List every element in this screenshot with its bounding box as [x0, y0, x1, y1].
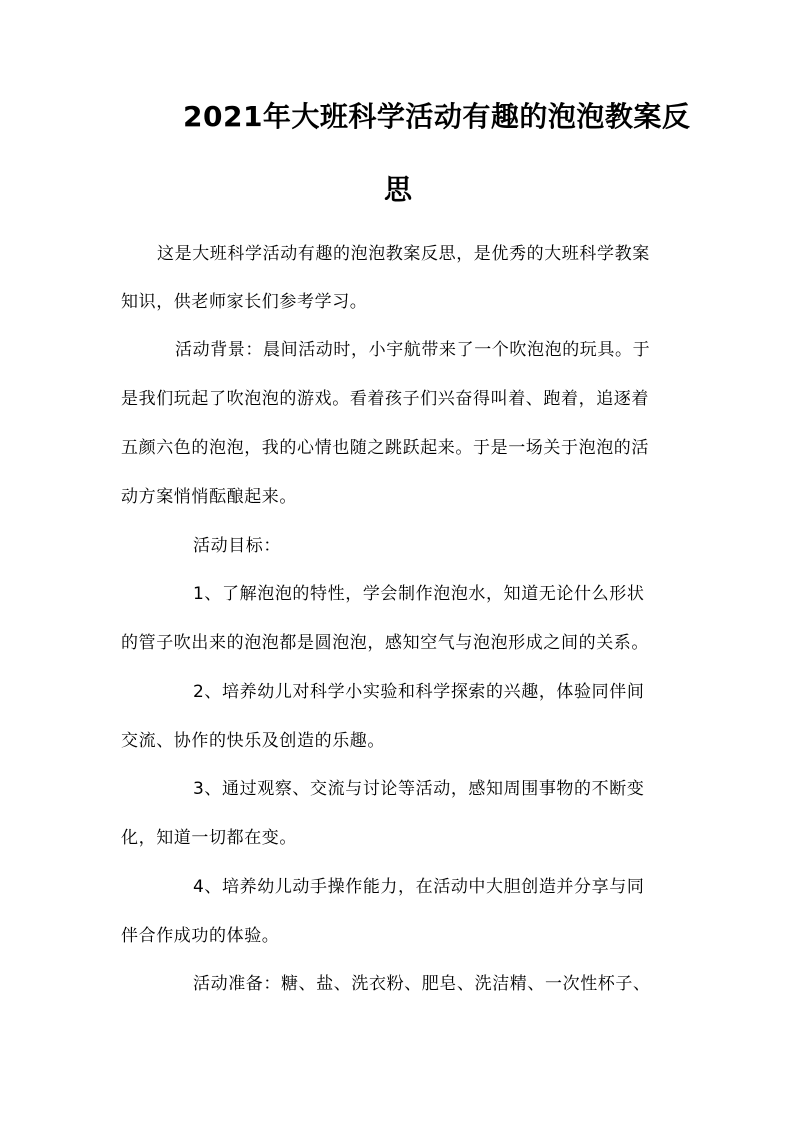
document-title-line-1: 2021年大班科学活动有趣的泡泡教案反 [183, 100, 691, 133]
section-heading-goals: 活动目标： [193, 536, 281, 556]
goal-4-line-1: 4、培养幼儿动手操作能力，在活动中大胆创造并分享与同 [193, 877, 645, 897]
paragraph-intro-line-2: 知识，供老师家长们参考学习。 [121, 292, 368, 312]
goal-1-line-1: 1、了解泡泡的特性，学会制作泡泡水，知道无论什么形状 [193, 584, 645, 604]
goal-4-line-2: 伴合作成功的体验。 [121, 926, 280, 946]
goal-2-line-1: 2、培养幼儿对科学小实验和科学探索的兴趣，体验同伴间 [193, 682, 645, 702]
goal-1-line-2: 的管子吹出来的泡泡都是圆泡泡，感知空气与泡泡形成之间的关系。 [121, 633, 649, 653]
paragraph-background-line-3: 五颜六色的泡泡，我的心情也随之跳跃起来。于是一场关于泡泡的活 [121, 438, 649, 458]
section-heading-preparation: 活动准备：糖、盐、洗衣粉、肥皂、洗洁精、一次性杯子、 [193, 974, 651, 994]
paragraph-background-line-2: 是我们玩起了吹泡泡的游戏。看着孩子们兴奋得叫着、跑着，追逐着 [121, 389, 649, 409]
goal-2-line-2: 交流、协作的快乐及创造的乐趣。 [121, 731, 385, 751]
paragraph-background-line-4: 动方案悄悄酝酿起来。 [121, 487, 297, 507]
paragraph-background-line-1: 活动背景：晨间活动时，小宇航带来了一个吹泡泡的玩具。于 [175, 340, 651, 360]
document-title-line-2: 思 [384, 173, 413, 206]
goal-3-line-1: 3、通过观察、交流与讨论等活动，感知周围事物的不断变 [193, 779, 645, 799]
goal-3-line-2: 化，知道一切都在变。 [121, 828, 297, 848]
paragraph-intro-line-1: 这是大班科学活动有趣的泡泡教案反思，是优秀的大班科学教案 [157, 244, 650, 264]
